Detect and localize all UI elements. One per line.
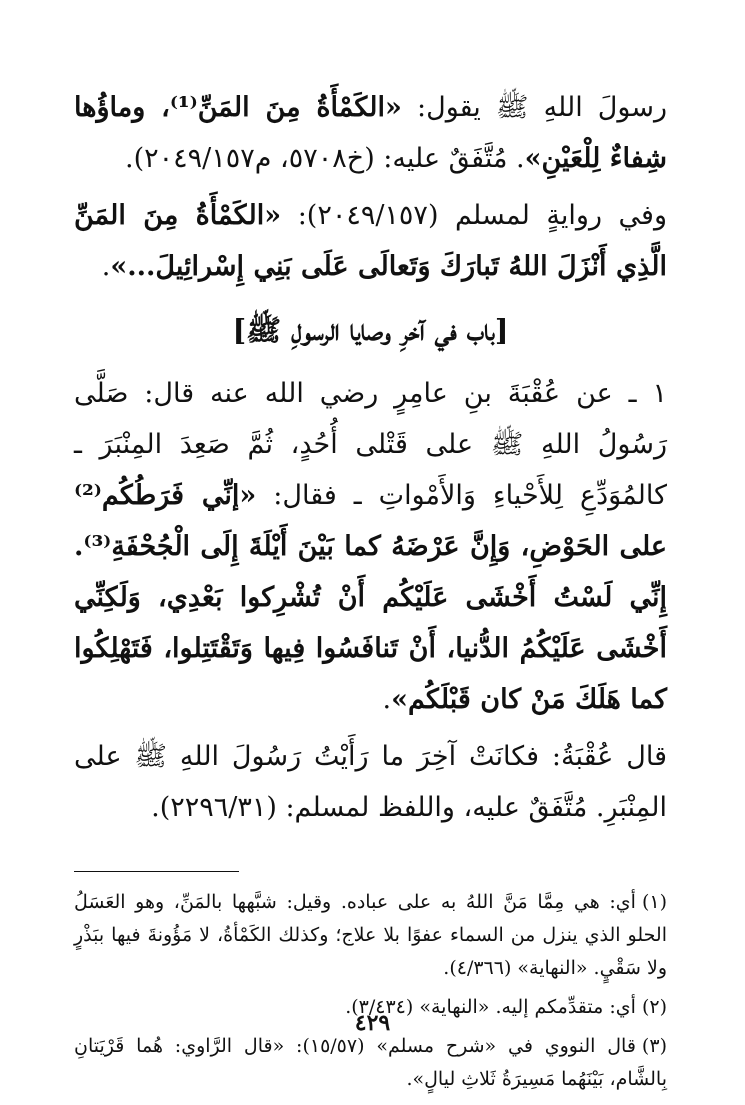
paragraph-intro: ١ ـ عن عُقْبَةَ بنِ عامِرٍ رضي الله عنه قال: صَلَّى رَسُولُ اللهِ ﷺ على قَتْلى أُحُدٍ، ثُمَّ صَعِدَ المِنْبَرَ ـ كالمُوَدِّعِ لِلأَحْياءِ وَالأَمْواتِ ـ فقال: bbox=[74, 378, 667, 511]
footnote-number: (٣) bbox=[641, 1035, 667, 1057]
footnote-number: (٢) bbox=[641, 996, 667, 1018]
footnotes bbox=[74, 886, 667, 1096]
footnote-item bbox=[74, 886, 667, 985]
paragraph-hadith-kamah bbox=[74, 82, 667, 184]
paragraph-intro: وفي روايةٍ لمسلم (٢٠٤٩/١٥٧): bbox=[281, 200, 667, 231]
paragraph-uqbah-statement: قال عُقْبَةُ: فكانَتْ آخِرَ ما رَأَيْتُ رَسُولَ اللهِ ﷺ على المِنْبَرِ. مُتَّفَقٌ عليه، واللفظ لمسلم: (٢٢٩٦/٣١). bbox=[74, 741, 667, 823]
hadith-quote: «الكَمْأَةُ مِنَ المَنِّ الَّذِي أَنْزَلَ اللهُ تَبارَكَ وَتَعالَى عَلَى بَنِي إِسْرائِيلَ...» bbox=[74, 200, 667, 282]
footnote-text: أي: متقدِّمكم إليه. «النهاية» (٣/٤٣٤). bbox=[345, 996, 636, 1018]
paragraph-intro: رسولَ اللهِ ﷺ يقول: bbox=[401, 92, 668, 123]
footnote-divider bbox=[74, 871, 239, 872]
paragraph-hadith-uqbah bbox=[74, 368, 667, 725]
hadith-quote: «إنِّي فَرَطُكُم⁽²⁾ على الحَوْضِ، وَإِنَّ عَرْضَهُ كما بَيْنَ أَيْلَةَ إِلَى الْجُحْفَةِ⁽³⁾. إِنِّي لَسْتُ أَخْشَى عَلَيْكُم أَنْ تُشْرِكوا بَعْدِي، وَلَكِنِّي أَخْشَى عَلَيْكُمُ الدُّنيا، أَنْ تَنافَسُوا فِيها وَتَقْتَتِلوا، فَتَهْلِكُوا كما هَلَكَ مَنْ كان قَبْلَكُم» bbox=[74, 480, 667, 715]
footnote-number: (١) bbox=[641, 891, 667, 913]
footnote-text: قال النووي في «شرح مسلم» (١٥/٥٧): «قال الرَّاوي: هُما قَرْيَتانِ بِالشَّام، بَيْنَهُما مَسِيرَةُ ثَلاثِ ليالٍ». bbox=[74, 1035, 667, 1090]
page-number: ٤٢٩ bbox=[354, 1010, 391, 1036]
hadith-reference: . bbox=[101, 251, 111, 282]
chapter-title: [باب في آخرِ وصايا الرسولِ ﷺ] bbox=[232, 313, 509, 347]
hadith-reference: . مُتَّفَقٌ عليه: (خ٥٧٠٨، م٢٠٤٩/١٥٧). bbox=[124, 143, 525, 174]
footnote-item bbox=[74, 1030, 667, 1096]
hadith-quote: «الكَمْأَةُ مِنَ المَنِّ⁽¹⁾، وماؤُها شِفاءٌ لِلْعَيْنِ» bbox=[74, 92, 667, 174]
footnote-text: أي: هي مِمَّا مَنَّ اللهُ به على عباده. وقيل: شبَّهها بالمَنِّ، وهو العَسَلُ الحلو الذي ينزل من السماء عفوًا بلا علاج؛ وكذلك الكَمْأةُ، لا مَؤُونةَ فيها ببَذْرٍ ولا سَقْيٍ. «النهاية» (٤/٣٦٦). bbox=[74, 891, 667, 979]
hadith-reference: . bbox=[382, 684, 392, 715]
paragraph-muslim-narration bbox=[74, 190, 667, 292]
